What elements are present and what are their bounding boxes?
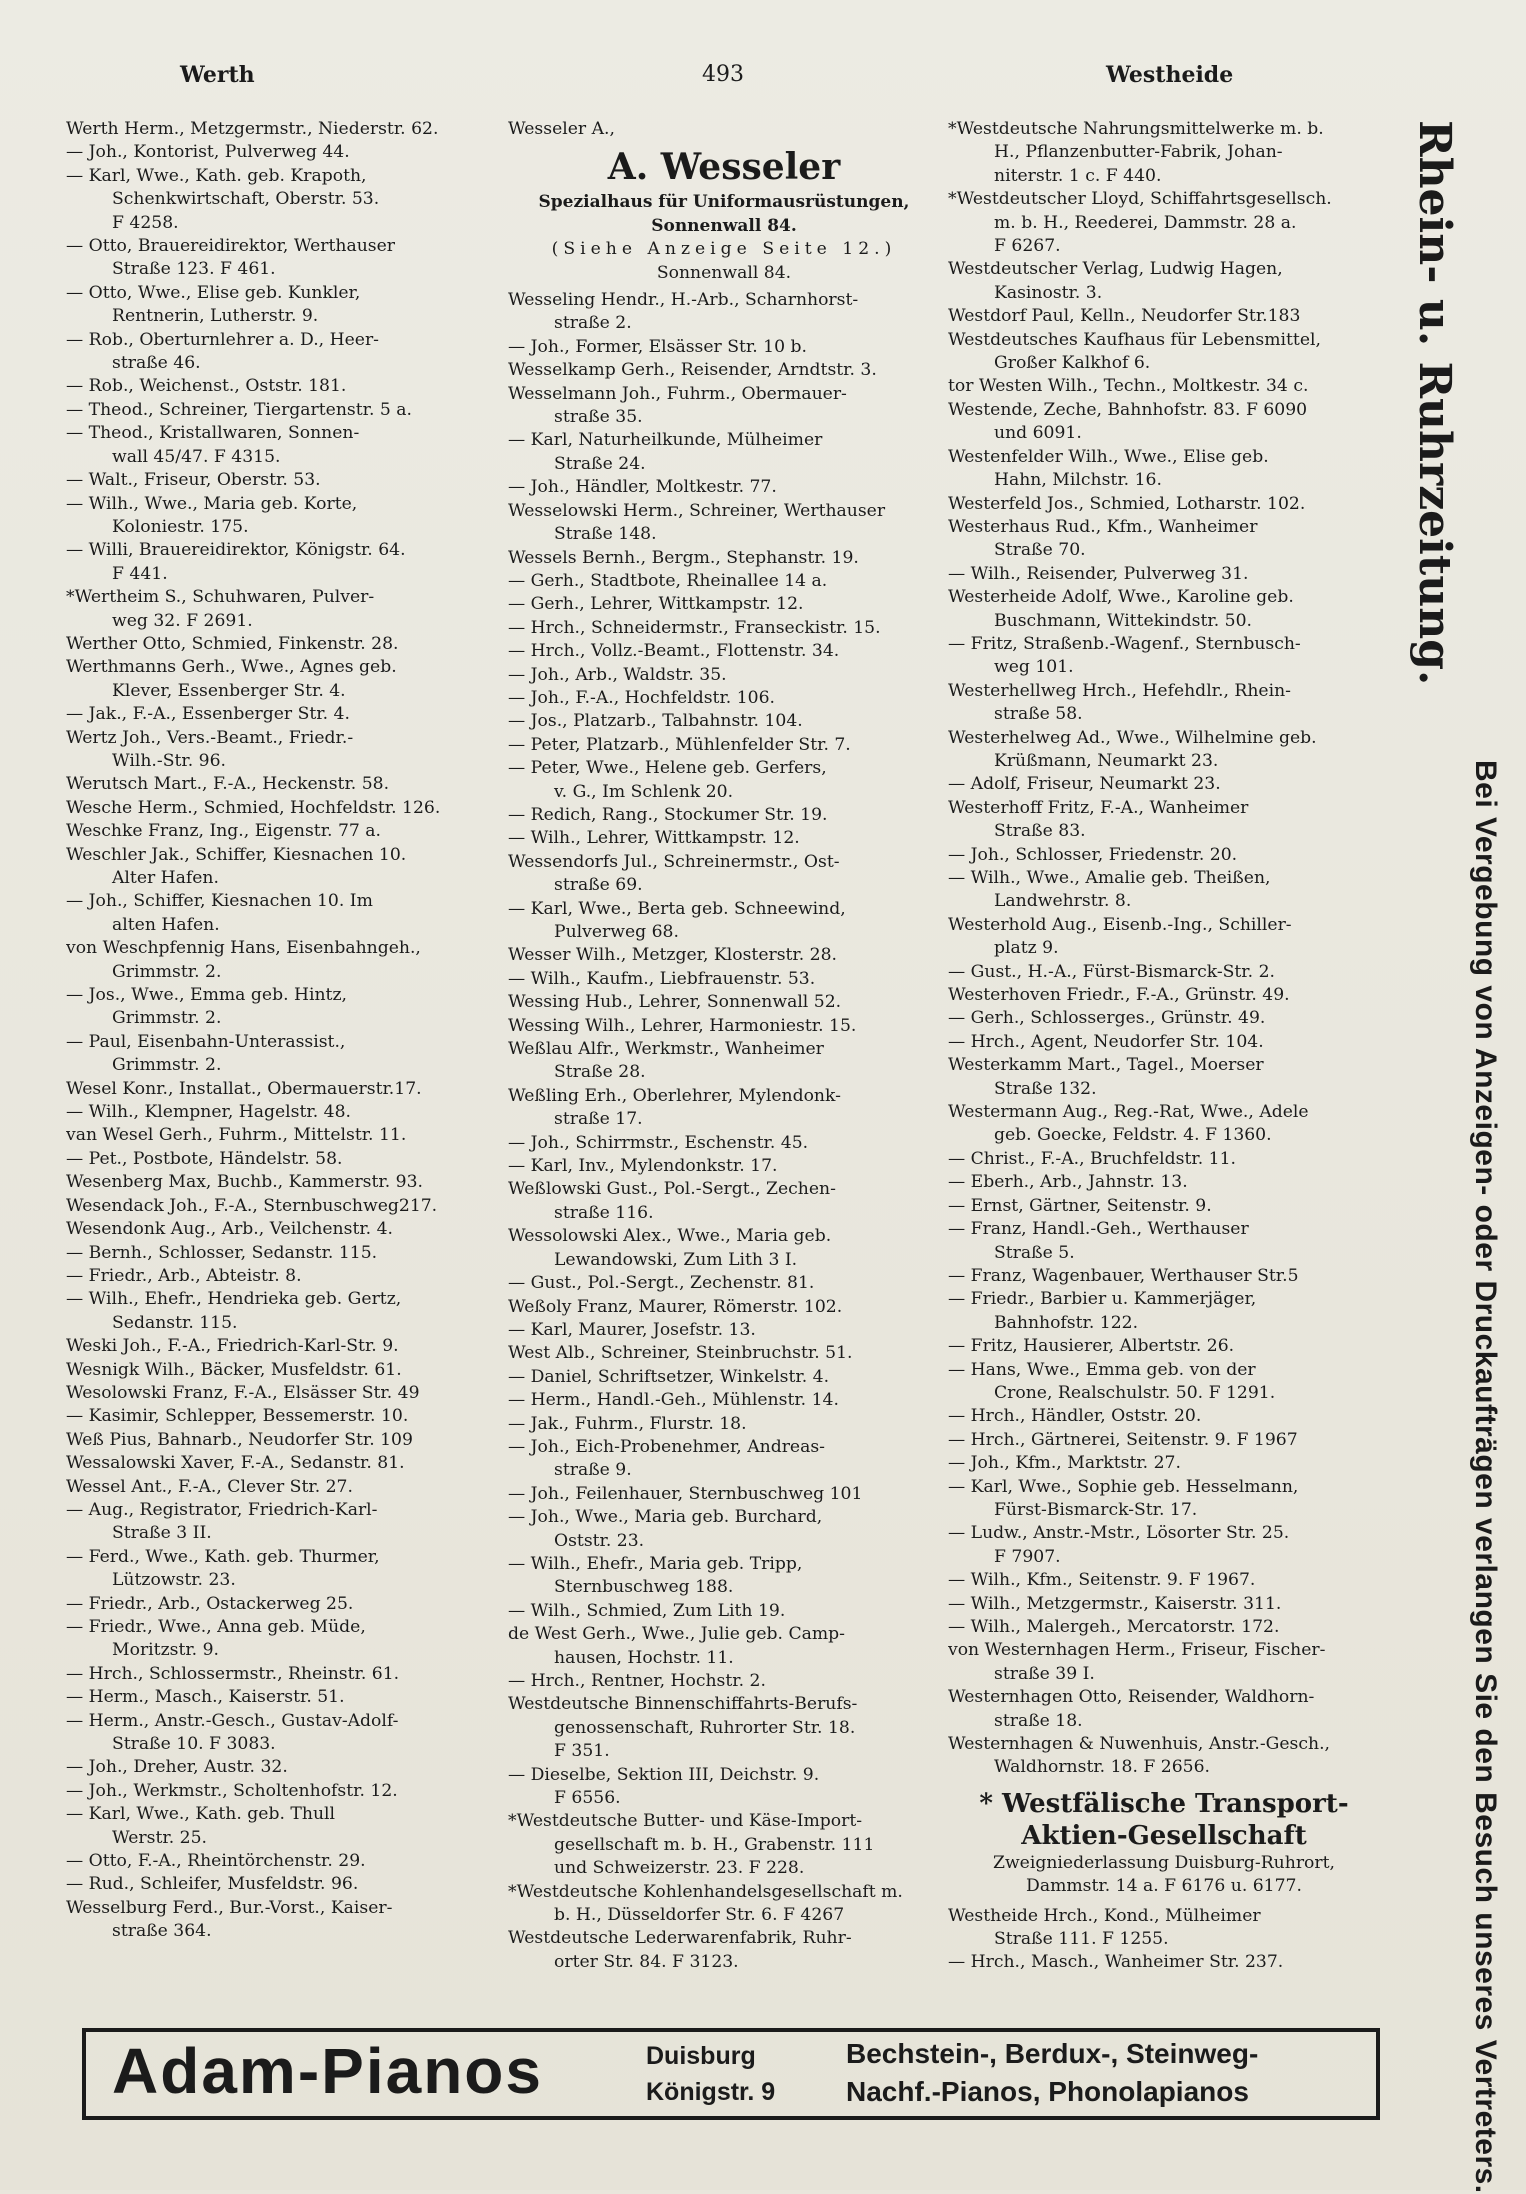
ad-line-1: Bechstein-, Berdux-, Steinweg- [846, 2038, 1259, 2069]
entry: Westerhellweg Hrch., Hefehdlr., Rhein- [948, 680, 1291, 701]
entry: Westerhoff Fritz, F.-A., Wanheimer [948, 797, 1249, 818]
entry-continuation: Oststr. 23. [554, 1530, 645, 1551]
entry: — Willi, Brauereidirektor, Königstr. 64. [66, 540, 406, 561]
entry: — Jak., Fuhrm., Flurstr. 18. [508, 1413, 747, 1434]
entry-continuation: Bahnhofstr. 122. [994, 1312, 1139, 1333]
entry: — Joh., Feilenhauer, Sternbuschweg 101 [508, 1483, 863, 1504]
entry: — Redich, Rang., Stockumer Str. 19. [508, 804, 828, 825]
entry: Wessing Hub., Lehrer, Sonnenwall 52. [508, 992, 842, 1013]
entry-continuation: Straße 70. [994, 540, 1086, 561]
entry-continuation: v. G., Im Schlenk 20. [554, 781, 734, 802]
entry-continuation: Rentnerin, Lutherstr. 9. [112, 306, 319, 327]
entry: — Wilh., Wwe., Amalie geb. Theißen, [948, 868, 1271, 888]
entry: — Rob., Weichenst., Oststr. 181. [66, 376, 347, 397]
entry: Wesselmann Joh., Fuhrm., Obermauer- [508, 383, 847, 404]
entry: — Otto, Wwe., Elise geb. Kunkler, [66, 282, 361, 303]
entry: *Westdeutsche Nahrungsmittelwerke m. b. [948, 119, 1324, 139]
entry: — Jak., F.-A., Essenberger Str. 4. [66, 704, 350, 725]
column-3 [948, 118, 1380, 1975]
entry-continuation: und Schweizerstr. 23. F 228. [554, 1858, 805, 1879]
entry: Wesselburg Ferd., Bur.-Vorst., Kaiser- [66, 1897, 393, 1918]
entry-continuation: weg 32. F 2691. [112, 610, 253, 631]
entry: Westerhold Aug., Eisenb.-Ing., Schiller- [948, 914, 1292, 935]
entry-continuation: F 6267. [994, 236, 1061, 257]
entry: — Karl, Wwe., Berta geb. Schneewind, [508, 898, 846, 919]
entry-continuation: weg 101. [994, 657, 1074, 678]
entry-westheide-cont: Straße 111. F 1255. [994, 1929, 1169, 1950]
entry: — Joh., F.-A., Hochfeldstr. 106. [508, 687, 775, 708]
entry: de West Gerh., Wwe., Julie geb. Camp- [508, 1624, 845, 1645]
entry: Wessalowski Xaver, F.-A., Sedanstr. 81. [66, 1453, 405, 1474]
entry: — Adolf, Friseur, Neumarkt 23. [948, 774, 1221, 795]
entry-continuation: Waldhornstr. 18. F 2656. [994, 1757, 1210, 1778]
entry-continuation: Straße 148. [554, 524, 657, 545]
entry: — Wilh., Lehrer, Wittkampstr. 12. [508, 828, 800, 849]
entry: Weski Joh., F.-A., Friedrich-Karl-Str. 9. [66, 1336, 399, 1357]
entry-continuation: Werstr. 25. [112, 1827, 207, 1848]
entry-continuation: Großer Kalkhof 6. [994, 353, 1151, 374]
entry: Werthmanns Gerh., Wwe., Agnes geb. [66, 657, 397, 678]
entry: — Jos., Wwe., Emma geb. Hintz, [66, 985, 347, 1006]
entry: Wessels Bernh., Bergm., Stephanstr. 19. [508, 547, 859, 568]
entry: Westerkamm Mart., Tagel., Moerser [948, 1055, 1264, 1076]
entry: — Joh., Schirrmstr., Eschenstr. 45. [508, 1132, 809, 1153]
entry-continuation: Klever, Essenberger Str. 4. [112, 680, 346, 701]
entry: — Otto, Brauereidirektor, Werthauser [66, 236, 396, 257]
entry-continuation: F 4258. [112, 212, 179, 233]
entry-continuation: Alter Hafen. [112, 868, 219, 888]
entry-continuation: Hahn, Milchstr. 16. [994, 470, 1162, 491]
entry-continuation: gesellschaft m. b. H., Grabenstr. 111 [554, 1834, 875, 1855]
entry-continuation: Buschmann, Wittekindstr. 50. [994, 610, 1252, 631]
entry: — Gerh., Stadtbote, Rheinallee 14 a. [508, 570, 828, 591]
entry: von Westernhagen Herm., Friseur, Fischer- [948, 1640, 1326, 1661]
entry-continuation: Koloniestr. 175. [112, 516, 249, 537]
entry: — Wilh., Ehefr., Hendrieka geb. Gertz, [66, 1289, 402, 1310]
entry-continuation: Schenkwirtschaft, Oberstr. 53. [112, 189, 380, 210]
entry-continuation: F 7907. [994, 1546, 1061, 1567]
entry-continuation: F 441. [112, 563, 168, 584]
entry: *Westdeutsche Kohlenhandelsgesellschaft m. [508, 1881, 903, 1902]
entry: Wertz Joh., Vers.-Beamt., Friedr.- [66, 727, 354, 748]
entry: — Gust., H.-A., Fürst-Bismarck-Str. 2. [948, 961, 1275, 982]
entry: tor Westen Wilh., Techn., Moltkestr. 34 c. [948, 376, 1309, 397]
entry: Wesenberg Max, Buchb., Kammerstr. 93. [66, 1172, 423, 1193]
entry: — Wilh., Wwe., Maria geb. Korte, [66, 493, 358, 514]
entry-continuation: F 6556. [554, 1788, 621, 1809]
entry-westheide: Westheide Hrch., Kond., Mülheimer [948, 1905, 1261, 1926]
entry: Weschke Franz, Ing., Eigenstr. 77 a. [66, 821, 382, 842]
entry: Werther Otto, Schmied, Finkenstr. 28. [66, 633, 399, 654]
entry: — Joh., Schiffer, Kiesnachen 10. Im [66, 891, 373, 912]
piano-advertisement [82, 2028, 1380, 2120]
entry: Westerhelweg Ad., Wwe., Wilhelmine geb. [948, 727, 1317, 748]
entry: — Hrch., Rentner, Hochstr. 2. [508, 1671, 766, 1691]
entry: — Joh., Arb., Waldstr. 35. [508, 664, 727, 685]
entry: Wesolowski Franz, F.-A., Elsässer Str. 49 [66, 1382, 420, 1403]
entry: von Weschpfennig Hans, Eisenbahngeh., [66, 938, 421, 959]
entry-continuation: niterstr. 1 c. F 440. [994, 165, 1162, 186]
entry-continuation: Straße 83. [994, 821, 1086, 842]
entry: — Rud., Schleifer, Musfeldstr. 96. [66, 1874, 359, 1895]
ad-name: Adam-Pianos [112, 2035, 543, 2107]
entry: *Wertheim S., Schuhwaren, Pulver- [66, 587, 375, 608]
entry: — Karl, Wwe., Kath. geb. Krapoth, [66, 165, 367, 186]
column-3-entries [948, 118, 1380, 1780]
entry-continuation: Grimmstr. 2. [112, 1008, 222, 1029]
entry-continuation: Straße 28. [554, 1062, 646, 1083]
ad-street: Königstr. 9 [646, 2078, 776, 2106]
ad-wesseler-title: A. Wesseler [607, 146, 841, 189]
entry: — Karl, Maurer, Josefstr. 13. [508, 1319, 756, 1340]
entry-continuation: Crone, Realschulstr. 50. F 1291. [994, 1382, 1276, 1403]
ad-wesseler-line3: (Siehe Anzeige Seite 12.) [551, 239, 897, 260]
entry: — Aug., Registrator, Friedrich-Karl- [66, 1499, 378, 1520]
entry: — Joh., Eich-Probenehmer, Andreas- [508, 1436, 825, 1457]
entry: Weßlowski Gust., Pol.-Sergt., Zechen- [508, 1179, 836, 1200]
entry: — Peter, Platzarb., Mühlenfelder Str. 7. [508, 734, 851, 755]
entry-continuation: m. b. H., Reederei, Dammstr. 28 a. [994, 212, 1297, 233]
entry: Westende, Zeche, Bahnhofstr. 83. F 6090 [948, 399, 1308, 420]
entry: — Wilh., Malergeh., Mercatorstr. 172. [948, 1617, 1280, 1637]
entry: — Hans, Wwe., Emma geb. von der [948, 1359, 1256, 1380]
page-number: 493 [702, 62, 744, 87]
entry: — Wilh., Ehefr., Maria geb. Tripp, [508, 1553, 803, 1574]
entry: Wesendonk Aug., Arb., Veilchenstr. 4. [66, 1219, 394, 1240]
entry-westheide-2: — Hrch., Masch., Wanheimer Str. 237. [948, 1952, 1284, 1973]
entry: — Joh., Former, Elsässer Str. 10 b. [508, 336, 807, 357]
entry: — Pet., Postbote, Händelstr. 58. [66, 1148, 343, 1169]
entry: — Franz, Wagenbauer, Werthauser Str.5 [948, 1265, 1299, 1286]
entry: — Wilh., Schmied, Zum Lith 19. [508, 1600, 786, 1621]
entry-continuation: Straße 5. [994, 1242, 1075, 1263]
entry: — Rob., Oberturnlehrer a. D., Heer- [66, 329, 379, 350]
entry: — Joh., Wwe., Maria geb. Burchard, [508, 1507, 823, 1528]
entry: — Joh., Dreher, Austr. 32. [66, 1757, 288, 1778]
entry: — Franz, Handl.-Geh., Werthauser [948, 1219, 1249, 1240]
entry-continuation: straße 2. [554, 313, 632, 334]
westfaelische-title-1: * Westfälische Transport- [979, 1788, 1349, 1819]
entry: Westerfeld Jos., Schmied, Lotharstr. 102. [948, 493, 1306, 514]
entry: — Karl, Naturheilkunde, Mülheimer [508, 430, 823, 451]
entry: — Dieselbe, Sektion III, Deichstr. 9. [508, 1764, 820, 1785]
entry: — Gust., Pol.-Sergt., Zechenstr. 81. [508, 1273, 815, 1294]
entry: — Herm., Handl.-Geh., Mühlenstr. 14. [508, 1390, 839, 1411]
entry: West Alb., Schreiner, Steinbruchstr. 51. [508, 1343, 853, 1364]
entry: — Fritz, Hausierer, Albertstr. 26. [948, 1336, 1235, 1357]
entry: — Herm., Anstr.-Gesch., Gustav-Adolf- [66, 1710, 399, 1731]
entry: — Otto, F.-A., Rheintörchenstr. 29. [66, 1851, 366, 1872]
entry: — Ferd., Wwe., Kath. geb. Thurmer, [66, 1546, 380, 1567]
entry: — Hrch., Schlossermstr., Rheinstr. 61. [66, 1663, 400, 1684]
entry: *Westdeutsche Butter- und Käse-Import- [508, 1811, 863, 1832]
entry: Wesser Wilh., Metzger, Klosterstr. 28. [508, 945, 838, 966]
entry-continuation: Landwehrstr. 8. [994, 891, 1132, 912]
entry-continuation: Straße 24. [554, 453, 646, 474]
entry-continuation: Moritzstr. 9. [112, 1640, 220, 1661]
entry: — Hrch., Gärtnerei, Seitenstr. 9. F 1967 [948, 1429, 1298, 1450]
entry-continuation: Straße 132. [994, 1078, 1097, 1099]
entry-continuation: H., Pflanzenbutter-Fabrik, Johan- [994, 142, 1283, 163]
entry: — Hrch., Händler, Oststr. 20. [948, 1406, 1202, 1427]
entry: — Walt., Friseur, Oberstr. 53. [66, 470, 321, 491]
entry: — Daniel, Schriftsetzer, Winkelstr. 4. [508, 1366, 830, 1387]
entry: — Gerh., Schlosserges., Grünstr. 49. [948, 1008, 1266, 1029]
entry: Wesel Konr., Installat., Obermauerstr.17. [66, 1078, 422, 1099]
entry-continuation: straße 39 I. [994, 1663, 1095, 1684]
entry: — Wilh., Kaufm., Liebfrauenstr. 53. [508, 968, 816, 989]
entry: Weßlau Alfr., Werkmstr., Wanheimer [508, 1039, 824, 1060]
entry: Wesnigk Wilh., Bäcker, Musfeldstr. 61. [66, 1359, 402, 1380]
entry: — Wilh., Reisender, Pulverweg 31. [948, 563, 1249, 584]
entry-continuation: genossenschaft, Ruhrorter Str. 18. [554, 1717, 856, 1738]
entry: — Ludw., Anstr.-Mstr., Lösorter Str. 25. [948, 1523, 1290, 1544]
entry: Westdorf Paul, Kelln., Neudorfer Str.183 [948, 306, 1301, 327]
entry: — Paul, Eisenbahn-Unterassist., [66, 1031, 346, 1052]
entry-continuation: Grimmstr. 2. [112, 1055, 222, 1076]
entry: — Eberh., Arb., Jahnstr. 13. [948, 1172, 1188, 1193]
entry-continuation: und 6091. [994, 423, 1082, 444]
entry: Wessolowski Alex., Wwe., Maria geb. [508, 1226, 832, 1247]
entry-continuation: wall 45/47. F 4315. [112, 446, 281, 467]
entry-continuation: straße 58. [994, 704, 1083, 725]
entry: — Joh., Händler, Moltkestr. 77. [508, 477, 777, 498]
entry: — Ernst, Gärtner, Seitenstr. 9. [948, 1195, 1212, 1216]
column-1 [66, 118, 492, 1944]
entry: — Bernh., Schlosser, Sedanstr. 115. [66, 1242, 378, 1263]
entry: — Friedr., Arb., Ostackerweg 25. [66, 1593, 354, 1614]
entry: — Joh., Werkmstr., Scholtenhofstr. 12. [66, 1780, 398, 1801]
entry-continuation: Straße 10. F 3083. [112, 1734, 276, 1755]
entry: Weßoly Franz, Maurer, Römerstr. 102. [508, 1296, 843, 1317]
entry: Wesche Herm., Schmied, Hochfeldstr. 126. [66, 797, 441, 818]
entry: Westdeutsche Lederwarenfabrik, Ruhr- [508, 1928, 852, 1949]
entry: Wesselkamp Gerh., Reisender, Arndtstr. 3. [508, 360, 877, 381]
entry: Wesseling Hendr., H.-Arb., Scharnhorst- [508, 290, 859, 311]
entry-continuation: straße 17. [554, 1109, 643, 1130]
column-2-entries [508, 289, 940, 1974]
entry: — Theod., Schreiner, Tiergartenstr. 5 a. [66, 399, 412, 420]
entry: — Hrch., Vollz.-Beamt., Flottenstr. 34. [508, 641, 840, 662]
column-2 [508, 118, 940, 1974]
entry: — Theod., Kristallwaren, Sonnen- [66, 423, 360, 444]
entry: Westermann Aug., Reg.-Rat, Wwe., Adele [948, 1102, 1309, 1123]
entry-continuation: geb. Goecke, Feldstr. 4. F 1360. [994, 1125, 1272, 1146]
entry-continuation: Straße 3 II. [112, 1523, 212, 1544]
entry-continuation: Wilh.-Str. 96. [112, 750, 226, 771]
entry: — Karl, Wwe., Kath. geb. Thull [66, 1804, 336, 1825]
entry: Westernhagen Otto, Reisender, Waldhorn- [948, 1687, 1315, 1708]
entry: Westdeutscher Verlag, Ludwig Hagen, [948, 259, 1283, 280]
entry: Weß Pius, Bahnarb., Neudorfer Str. 109 [66, 1429, 413, 1450]
entry: — Herm., Masch., Kaiserstr. 51. [66, 1687, 345, 1708]
ad-wesseler-line1: Spezialhaus für Uniformausrüstungen, [538, 192, 910, 213]
entry: — Peter, Wwe., Helene geb. Gerfers, [508, 758, 827, 779]
entry-continuation: Straße 123. F 461. [112, 259, 276, 280]
entry: Westdeutsches Kaufhaus für Lebensmittel, [948, 329, 1321, 350]
entry: Werth Herm., Metzgermstr., Niederstr. 62. [66, 119, 439, 139]
entry-continuation: straße 364. [112, 1921, 212, 1942]
entry: — Karl, Wwe., Sophie geb. Hesselmann, [948, 1476, 1299, 1497]
entry-continuation: straße 69. [554, 875, 643, 896]
entry: — Fritz, Straßenb.-Wagenf., Sternbusch- [948, 633, 1301, 654]
entry: Westernhagen & Nuwenhuis, Anstr.-Gesch., [948, 1734, 1330, 1755]
entry: — Jos., Platzarb., Talbahnstr. 104. [508, 711, 803, 732]
entry-continuation: Lewandowski, Zum Lith 3 I. [554, 1249, 798, 1270]
entry: — Hrch., Agent, Neudorfer Str. 104. [948, 1031, 1264, 1052]
entry: Weßling Erh., Oberlehrer, Mylendonk- [508, 1085, 841, 1106]
header-left: Werth [180, 62, 255, 88]
entry: — Hrch., Schneidermstr., Franseckistr. 15. [508, 617, 881, 638]
entry: Weschler Jak., Schiffer, Kiesnachen 10. [66, 844, 407, 865]
entry: — Wilh., Metzgermstr., Kaiserstr. 311. [948, 1593, 1282, 1614]
entry-continuation: straße 35. [554, 407, 643, 428]
entry-continuation: Grimmstr. 2. [112, 961, 222, 982]
entry-wesseler: Wesseler A., [508, 119, 615, 139]
entry-continuation: straße 46. [112, 353, 201, 374]
side-advertisement [1392, 120, 1512, 2194]
westfaelische-branch-2: Dammstr. 14 a. F 6176 u. 6177. [1026, 1876, 1302, 1897]
entry: — Christ., F.-A., Bruchfeldstr. 11. [948, 1148, 1236, 1169]
entry: Werutsch Mart., F.-A., Heckenstr. 58. [66, 774, 390, 795]
entry: Westenfelder Wilh., Wwe., Elise geb. [948, 446, 1269, 467]
entry-continuation: Sedanstr. 115. [112, 1312, 238, 1333]
ad-line-2: Nachf.-Pianos, Phonolapianos [846, 2076, 1249, 2107]
westfaelische-branch: Zweigniederlassung Duisburg-Ruhrort, [993, 1852, 1335, 1873]
entry-continuation: Kasinostr. 3. [994, 282, 1103, 303]
entry: *Westdeutscher Lloyd, Schiffahrtsgesellsch. [948, 189, 1332, 210]
westfaelische-title-2: Aktien-Gesellschaft [1021, 1820, 1307, 1851]
entry-continuation: straße 18. [994, 1710, 1083, 1731]
entry-continuation: Sternbuschweg 188. [554, 1577, 734, 1598]
entry-continuation: F 351. [554, 1741, 610, 1762]
entry-continuation: alten Hafen. [112, 914, 220, 935]
ad-wesseler-line2: Sonnenwall 84. [651, 215, 797, 236]
entry: — Friedr., Arb., Abteistr. 8. [66, 1265, 302, 1286]
entry: — Friedr., Wwe., Anna geb. Müde, [66, 1617, 366, 1637]
entry: — Wilh., Kfm., Seitenstr. 9. F 1967. [948, 1570, 1256, 1591]
ad-wesseler-line4: Sonnenwall 84. [656, 262, 792, 283]
entry-continuation: b. H., Düsseldorfer Str. 6. F 4267 [554, 1905, 845, 1926]
entry-continuation: orter Str. 84. F 3123. [554, 1951, 739, 1972]
entry: Wessendorfs Jul., Schreinermstr., Ost- [508, 851, 840, 872]
entry: — Joh., Kfm., Marktstr. 27. [948, 1453, 1181, 1474]
entry-continuation: Lützowstr. 23. [112, 1570, 236, 1591]
entry-continuation: Fürst-Bismarck-Str. 17. [994, 1499, 1198, 1520]
side-text: Bei Vergebung von Anzeigen- oder Druckaufträgen verlangen Sie den Besuch unseres Vertreters. [1469, 760, 1502, 2194]
entry: Wessel Ant., F.-A., Clever Str. 27. [66, 1476, 353, 1497]
entry-continuation: Krüßmann, Neumarkt 23. [994, 750, 1219, 771]
entry: Westdeutsche Binnenschiffahrts-Berufs- [508, 1694, 858, 1715]
entry-continuation: Pulverweg 68. [554, 922, 679, 942]
entry-continuation: hausen, Hochstr. 11. [554, 1647, 734, 1668]
entry: — Kasimir, Schlepper, Bessemerstr. 10. [66, 1406, 409, 1427]
entry: Wessing Wilh., Lehrer, Harmoniestr. 15. [508, 1015, 857, 1036]
entry-continuation: straße 116. [554, 1202, 654, 1223]
side-title: Rhein- u. Ruhrzeitung. [1409, 120, 1460, 686]
entry: — Joh., Kontorist, Pulverweg 44. [66, 142, 350, 163]
entry: — Wilh., Klempner, Hagelstr. 48. [66, 1102, 351, 1123]
header-right: Westheide [1106, 62, 1234, 88]
entry: — Joh., Schlosser, Friedenstr. 20. [948, 844, 1238, 865]
entry: — Gerh., Lehrer, Wittkampstr. 12. [508, 594, 804, 615]
entry: — Karl, Inv., Mylendonkstr. 17. [508, 1156, 778, 1177]
entry-continuation: platz 9. [994, 938, 1059, 959]
entry: — Friedr., Barbier u. Kammerjäger, [948, 1289, 1257, 1310]
entry: Westerheide Adolf, Wwe., Karoline geb. [948, 587, 1294, 608]
ad-city: Duisburg [646, 2042, 756, 2070]
entry: Westerhoven Friedr., F.-A., Grünstr. 49. [948, 985, 1290, 1006]
entry: Wesselowski Herm., Schreiner, Werthauser [508, 500, 886, 521]
entry-continuation: straße 9. [554, 1460, 632, 1481]
entry: Westerhaus Rud., Kfm., Wanheimer [948, 516, 1258, 537]
entry: van Wesel Gerh., Fuhrm., Mittelstr. 11. [66, 1125, 407, 1146]
entry: Wesendack Joh., F.-A., Sternbuschweg217. [66, 1195, 438, 1216]
